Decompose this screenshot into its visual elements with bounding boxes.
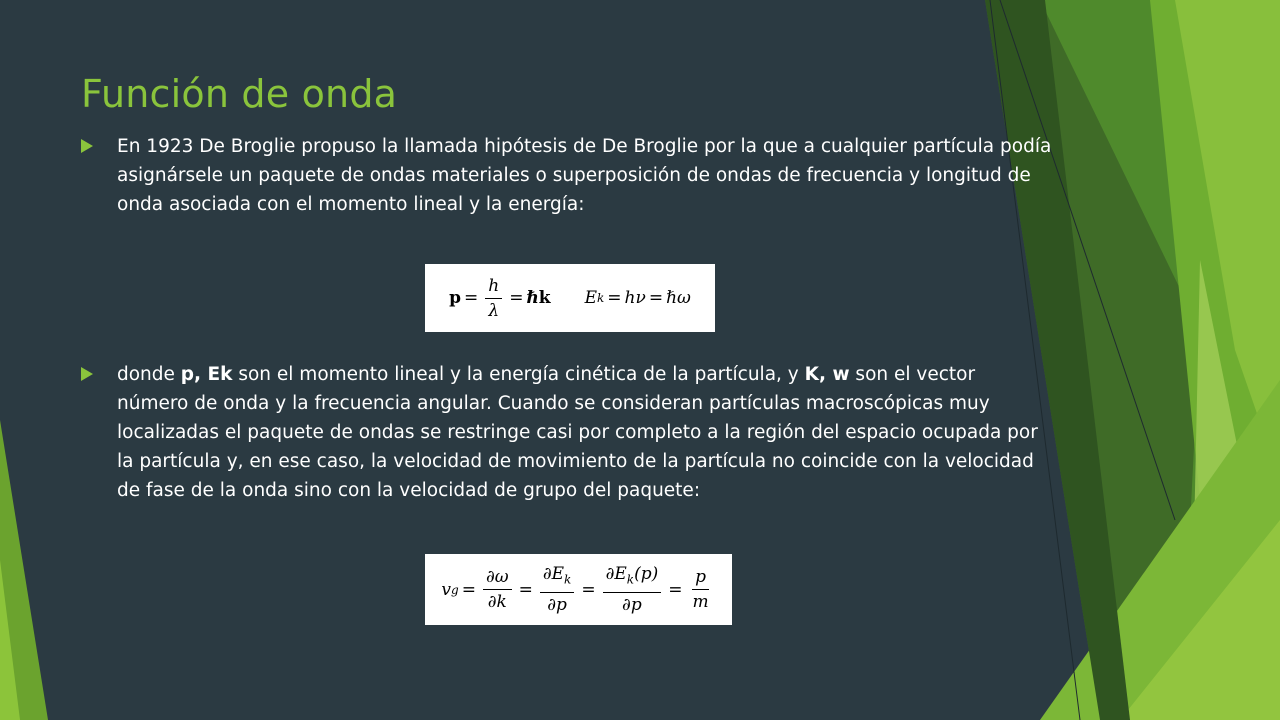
formula-de-broglie [425, 264, 715, 332]
formula1-eq4: = [648, 288, 664, 308]
formula2-frac4 [689, 565, 711, 614]
formula2-d-ek-p-sub: k [626, 572, 635, 587]
formula2-d-omega: ∂ω [483, 565, 512, 590]
bold-term: p, Ek [180, 364, 233, 385]
formula2-d-ek-p: ∂E [605, 564, 627, 585]
bullet-1-text [117, 132, 1052, 219]
formula2-p: p [692, 565, 709, 590]
formula2-frac3-num [603, 562, 662, 592]
formula1-ek-sub: k [597, 291, 605, 305]
text-run: En 1923 De Broglie propuso la llamada hipótesis de De Broglie por la que a cualquier partícula podía asignársele un paquete de ondas materiales o superposición de ondas de frecuencia y longitud de onda asociada con el momento lineal y la energía: [117, 136, 1052, 215]
formula2-d-k: ∂k [487, 592, 507, 612]
formula2-vg-sub: g [451, 582, 459, 597]
formula2-d-p: ∂p [547, 594, 567, 615]
formula2-m: m [692, 592, 709, 612]
formula1-eq3: = [607, 288, 622, 308]
formula1-lambda: λ [488, 300, 500, 321]
formula2-frac2-num [540, 562, 574, 592]
text-run: donde [117, 364, 181, 385]
formula1-h: h [485, 274, 502, 299]
formula2-frac1 [483, 565, 512, 614]
formula2-eq3: = [581, 579, 596, 600]
bullet-arrow-icon [81, 367, 93, 381]
formula2-vg: v [441, 579, 451, 600]
formula2-frac2 [540, 562, 574, 616]
bullet-arrow-icon [81, 139, 93, 153]
formula2-eq2: = [518, 579, 533, 600]
text-run: son el vector número de onda y la frecuencia angular. Cuando se consideran partículas macroscópicas muy localizadas el paquete de ondas se restringe casi por completo a la región del espacio ocupada por la partícula y, en ese caso, la velocidad de movimiento de la partícula no coincide con la velocidad de fase de la onda sino con la velocidad de grupo del paquete: [117, 364, 1038, 501]
formula2-frac3 [603, 562, 662, 616]
formula1-p: p [449, 288, 461, 308]
formula2-d-ek: ∂E [542, 564, 565, 585]
bold-term: K, w [804, 364, 850, 385]
text-run: son el momento lineal y la energía cinética de la partícula, y [232, 364, 805, 385]
formula1-hbar-k: ℏk [526, 288, 551, 308]
formula1-eq: = [463, 288, 479, 308]
slide-title: Función de onda [81, 72, 398, 116]
formula2-ek-p-arg: (p) [634, 564, 659, 585]
formula1-fraction [485, 274, 502, 323]
formula2-d-p-2: ∂p [622, 594, 642, 615]
formula-group-velocity [425, 554, 732, 625]
bullet-2-text [117, 360, 1052, 505]
formula2-eq4: = [668, 579, 683, 600]
formula1-hbar-omega: ℏω [666, 288, 691, 308]
formula1-eq2: = [509, 288, 524, 308]
formula1-hnu: hν [624, 288, 646, 308]
formula2-eq1: = [461, 579, 476, 600]
formula2-d-ek-sub: k [564, 572, 572, 587]
formula1-ek: E [584, 288, 597, 308]
